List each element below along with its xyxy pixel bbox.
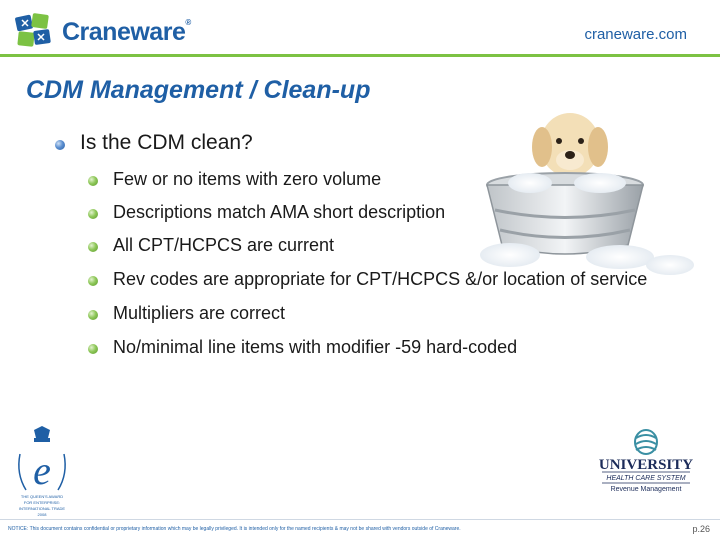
slide-title: CDM Management / Clean-up [26, 76, 371, 104]
bullet-dot-icon [88, 310, 98, 320]
university-emblem-icon [598, 428, 694, 512]
main-bullet: Is the CDM clean? [80, 131, 253, 154]
page-number: p.26 [692, 524, 710, 534]
svg-text:FOR ENTERPRISE:: FOR ENTERPRISE: [23, 500, 61, 505]
confidentiality-notice: NOTICE: This document contains confidential or proprietary information which may be legally privileged. It is intended only for the named recipients & may not be shared with vendors outside of Craneware. [8, 526, 461, 532]
svg-text:HEALTH CARE SYSTEM: HEALTH CARE SYSTEM [606, 475, 686, 482]
sub-bullet: All CPT/HCPCS are current [113, 235, 335, 255]
brand-name: Craneware® [62, 18, 191, 46]
svg-text:INTERNATIONAL TRADE: INTERNATIONAL TRADE [18, 506, 66, 511]
svg-text:e: e [33, 448, 51, 493]
sub-bullet: Multipliers are correct [113, 303, 286, 323]
bullet-dot-icon [88, 276, 98, 286]
svg-text:UNIVERSITY: UNIVERSITY [598, 457, 694, 473]
svg-text:2008: 2008 [37, 512, 47, 517]
queens-award-logo [14, 424, 70, 520]
sub-bullet: No/minimal line items with modifier -59 hard-coded [113, 337, 518, 357]
bullet-dot-icon [88, 176, 98, 186]
sub-bullet: Rev codes are appropriate for CPT/HCPCS &/or location of service [113, 269, 648, 289]
website-link[interactable]: craneware.com [584, 26, 687, 43]
bullet-dot-icon [88, 242, 98, 252]
bullet-dot-icon [55, 140, 65, 150]
craneware-logo [14, 12, 204, 52]
university-health-care-logo [598, 428, 694, 512]
svg-text:THE QUEEN'S AWARD: THE QUEEN'S AWARD [20, 494, 64, 499]
bullet-dot-icon [88, 344, 98, 354]
dog-in-tub-illustration [470, 105, 720, 285]
bullet-dot-icon [88, 209, 98, 219]
sub-bullet: Few or no items with zero volume [113, 169, 382, 189]
svg-text:Revenue Management: Revenue Management [610, 486, 682, 493]
sub-bullet: Descriptions match AMA short description [113, 202, 446, 222]
header-divider [0, 54, 720, 57]
craneware-logo-mark-icon [14, 12, 54, 50]
